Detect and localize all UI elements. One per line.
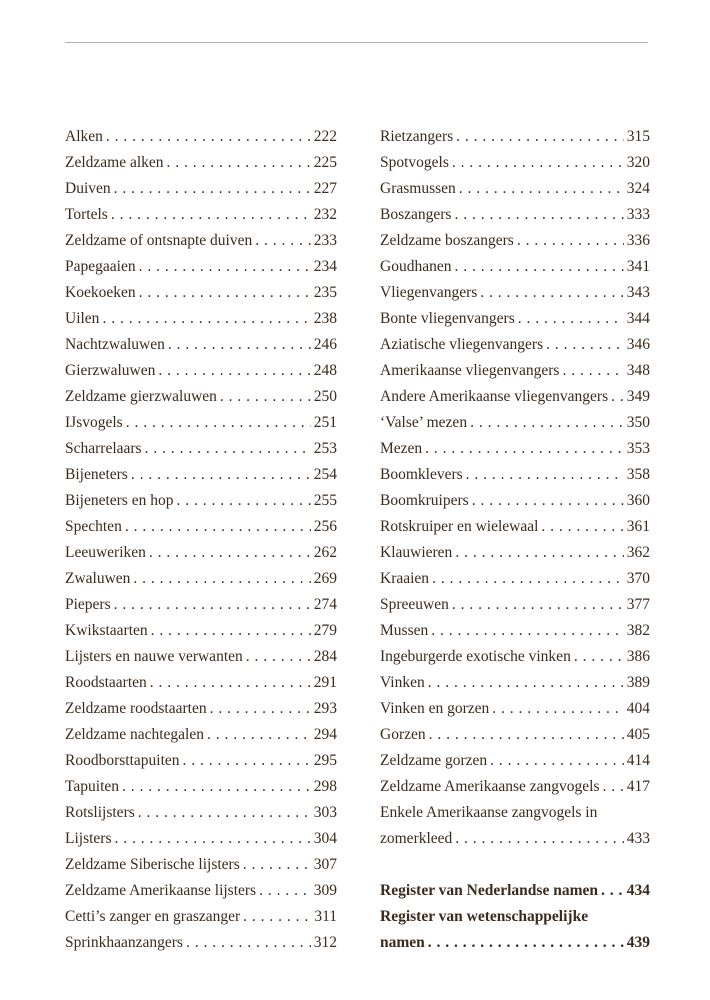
entry-page-number: 248 bbox=[313, 362, 337, 379]
entry-page-number: 254 bbox=[313, 466, 337, 483]
entry-page-number: 307 bbox=[313, 856, 337, 873]
dot-leader bbox=[425, 436, 624, 462]
entry-label: Mezen bbox=[380, 440, 423, 457]
entry-label: Ingeburgerde exotische vinken bbox=[380, 648, 571, 665]
entry-label: Klauwieren bbox=[380, 544, 453, 561]
entry-page-number: 358 bbox=[626, 466, 650, 483]
toc-entry bbox=[65, 202, 337, 228]
entry-label: Zeldzame Amerikaanse lijsters bbox=[65, 882, 257, 899]
entry-page-number: 225 bbox=[313, 154, 337, 171]
toc-entry bbox=[65, 384, 337, 410]
dot-leader bbox=[115, 826, 311, 852]
entry-label: Goudhanen bbox=[380, 258, 452, 275]
entry-label: Vinken bbox=[380, 674, 425, 691]
entry-page-number: 295 bbox=[313, 752, 337, 769]
dot-leader bbox=[106, 124, 311, 150]
toc-entry bbox=[380, 618, 650, 644]
dot-leader bbox=[114, 176, 311, 202]
entry-page-number: 222 bbox=[313, 128, 337, 145]
toc-entry bbox=[65, 930, 337, 956]
entry-label: Rietzangers bbox=[380, 128, 454, 145]
toc-entry bbox=[380, 332, 650, 358]
entry-label: Register van Nederlandse namen bbox=[380, 882, 598, 899]
toc-entry bbox=[380, 566, 650, 592]
toc-column-right bbox=[380, 124, 650, 956]
entry-label: Boszangers bbox=[380, 206, 452, 223]
toc-entry bbox=[65, 436, 337, 462]
entry-page-number: 251 bbox=[313, 414, 337, 431]
entry-label: Zeldzame roodstaarten bbox=[65, 700, 207, 717]
entry-page-number: 279 bbox=[313, 622, 337, 639]
register-section bbox=[380, 878, 650, 956]
entry-page-number: 336 bbox=[626, 232, 650, 249]
toc-entry bbox=[380, 800, 650, 852]
entry-label: Spechten bbox=[65, 518, 122, 535]
toc-entry bbox=[65, 228, 337, 254]
entry-label: Zeldzame gierzwaluwen bbox=[65, 388, 217, 405]
toc-columns bbox=[65, 124, 650, 956]
entry-page-number: 293 bbox=[313, 700, 337, 717]
entry-page-number: 320 bbox=[626, 154, 650, 171]
dot-leader bbox=[246, 644, 311, 670]
toc-entry bbox=[380, 384, 650, 410]
entry-label: Tapuiten bbox=[65, 778, 120, 795]
toc-entry bbox=[65, 826, 337, 852]
dot-leader bbox=[158, 358, 310, 384]
entry-label: IJsvogels bbox=[65, 414, 123, 431]
entry-label: Tortels bbox=[65, 206, 108, 223]
entry-label: Boomklevers bbox=[380, 466, 463, 483]
toc-entry bbox=[380, 878, 650, 904]
dot-leader bbox=[255, 228, 311, 254]
entry-page-number: 253 bbox=[313, 440, 337, 457]
toc-entry bbox=[65, 462, 337, 488]
dot-leader bbox=[151, 618, 311, 644]
entry-label: Rotslijsters bbox=[65, 804, 135, 821]
toc-entry bbox=[380, 254, 650, 280]
dot-leader bbox=[122, 774, 311, 800]
dot-leader bbox=[145, 436, 311, 462]
entry-label: Alken bbox=[65, 128, 103, 145]
dot-leader bbox=[176, 488, 310, 514]
entry-page-number: 360 bbox=[626, 492, 650, 509]
dot-leader bbox=[454, 202, 623, 228]
entry-label: Papegaaien bbox=[65, 258, 136, 275]
toc-entry bbox=[65, 176, 337, 202]
dot-leader bbox=[456, 124, 624, 150]
entry-label: Uilen bbox=[65, 310, 100, 327]
entry-page-number: 233 bbox=[313, 232, 337, 249]
toc-entry bbox=[65, 254, 337, 280]
dot-leader bbox=[546, 332, 624, 358]
entry-label: Piepers bbox=[65, 596, 111, 613]
dot-leader bbox=[452, 592, 624, 618]
toc-entry bbox=[380, 904, 650, 956]
dot-leader bbox=[490, 748, 624, 774]
toc-entry bbox=[380, 774, 650, 800]
entry-label: zomerkleed bbox=[380, 830, 453, 847]
entry-page-number: 414 bbox=[626, 752, 650, 769]
toc-entry bbox=[380, 670, 650, 696]
toc-entry bbox=[65, 852, 337, 878]
entry-label: Spotvogels bbox=[380, 154, 449, 171]
toc-entry bbox=[380, 748, 650, 774]
entry-label: Rotskruiper en wielewaal bbox=[380, 518, 539, 535]
entry-label-line1: Enkele Amerikaanse zangvogels in bbox=[380, 804, 598, 821]
toc-entry bbox=[65, 124, 337, 150]
entry-page-number: 234 bbox=[313, 258, 337, 275]
entry-page-number: 386 bbox=[626, 648, 650, 665]
entry-page-number: 343 bbox=[626, 284, 650, 301]
entry-page-number: 315 bbox=[626, 128, 650, 145]
dot-leader bbox=[454, 254, 623, 280]
entry-page-number: 389 bbox=[626, 674, 650, 691]
entry-label: Zeldzame alken bbox=[65, 154, 164, 171]
entry-page-number: 274 bbox=[313, 596, 337, 613]
toc-entry bbox=[380, 306, 650, 332]
dot-leader bbox=[452, 150, 624, 176]
entry-label: Grasmussen bbox=[380, 180, 456, 197]
entry-label: Mussen bbox=[380, 622, 429, 639]
entry-page-number: 303 bbox=[313, 804, 337, 821]
dot-leader bbox=[149, 540, 311, 566]
entry-label: Zeldzame boszangers bbox=[380, 232, 514, 249]
entry-label: Koekoeken bbox=[65, 284, 136, 301]
dot-leader bbox=[207, 722, 311, 748]
entry-label: Lijsters bbox=[65, 830, 112, 847]
entry-page-number: 311 bbox=[314, 908, 337, 925]
entry-page-number: 269 bbox=[313, 570, 337, 587]
entry-page-number: 433 bbox=[626, 830, 650, 847]
entry-label: Sprinkhaanzangers bbox=[65, 934, 183, 951]
toc-entry bbox=[380, 436, 650, 462]
entry-label: Kraaien bbox=[380, 570, 430, 587]
dot-leader bbox=[429, 722, 624, 748]
entry-page-number: 232 bbox=[313, 206, 337, 223]
toc-entry bbox=[65, 800, 337, 826]
entry-page-number: 255 bbox=[313, 492, 337, 509]
toc-entry bbox=[65, 722, 337, 748]
entry-label: Zeldzame gorzen bbox=[380, 752, 488, 769]
toc-entry bbox=[380, 696, 650, 722]
entry-page-number: 309 bbox=[313, 882, 337, 899]
toc-entry bbox=[65, 670, 337, 696]
entry-label: Cetti’s zanger en graszanger bbox=[65, 908, 241, 925]
entry-page-number: 333 bbox=[626, 206, 650, 223]
entry-page-number: 250 bbox=[313, 388, 337, 405]
dot-leader bbox=[131, 462, 311, 488]
entry-page-number: 246 bbox=[313, 336, 337, 353]
dot-leader bbox=[459, 176, 624, 202]
dot-leader bbox=[470, 410, 624, 436]
dot-leader bbox=[603, 774, 624, 800]
entry-page-number: 238 bbox=[313, 310, 337, 327]
toc-entry bbox=[65, 566, 337, 592]
dot-leader bbox=[111, 202, 311, 228]
toc-entry bbox=[65, 748, 337, 774]
toc-entry bbox=[380, 540, 650, 566]
entry-page-number: 349 bbox=[626, 388, 650, 405]
entry-page-number: 350 bbox=[626, 414, 650, 431]
entry-label: Roodborsttapuiten bbox=[65, 752, 180, 769]
toc-entry bbox=[65, 358, 337, 384]
entry-label: Vinken en gorzen bbox=[380, 700, 490, 717]
toc-entry bbox=[65, 644, 337, 670]
toc-entry bbox=[380, 514, 650, 540]
entry-label: Scharrelaars bbox=[65, 440, 142, 457]
toc-entry bbox=[380, 592, 650, 618]
entry-page-number: 417 bbox=[626, 778, 650, 795]
entry-label: Bonte vliegenvangers bbox=[380, 310, 515, 327]
toc-entry bbox=[380, 488, 650, 514]
dot-leader bbox=[133, 566, 310, 592]
toc-entry bbox=[380, 722, 650, 748]
toc-entry bbox=[380, 150, 650, 176]
dot-leader bbox=[168, 332, 311, 358]
dot-leader bbox=[541, 514, 623, 540]
dot-leader bbox=[138, 800, 311, 826]
dot-leader bbox=[432, 566, 624, 592]
entry-label: Nachtzwaluwen bbox=[65, 336, 165, 353]
dot-leader bbox=[150, 670, 311, 696]
dot-leader bbox=[243, 852, 311, 878]
entry-label: Duiven bbox=[65, 180, 111, 197]
entry-page-number: 404 bbox=[626, 700, 650, 717]
entry-page-number: 353 bbox=[626, 440, 650, 457]
entry-label: Andere Amerikaanse vliegenvangers bbox=[380, 388, 609, 405]
toc-entry bbox=[380, 176, 650, 202]
dot-leader bbox=[220, 384, 311, 410]
entry-label: Boomkruipers bbox=[380, 492, 469, 509]
toc-entry bbox=[65, 618, 337, 644]
dot-leader bbox=[126, 410, 311, 436]
entry-page-number: 439 bbox=[626, 934, 650, 951]
dot-leader bbox=[139, 254, 311, 280]
dot-leader bbox=[125, 514, 311, 540]
entry-page-number: 291 bbox=[313, 674, 337, 691]
toc-entry bbox=[65, 488, 337, 514]
dot-leader bbox=[114, 592, 311, 618]
toc-entry bbox=[380, 202, 650, 228]
entry-page-number: 256 bbox=[313, 518, 337, 535]
dot-leader bbox=[466, 462, 624, 488]
dot-leader bbox=[259, 878, 311, 904]
entry-label: Zeldzame Siberische lijsters bbox=[65, 856, 240, 873]
toc-entry bbox=[380, 462, 650, 488]
dot-leader bbox=[518, 306, 624, 332]
entry-page-number: 361 bbox=[626, 518, 650, 535]
entry-label: namen bbox=[380, 934, 425, 951]
entry-label: Leeuweriken bbox=[65, 544, 146, 561]
entry-page-number: 405 bbox=[626, 726, 650, 743]
dot-leader bbox=[492, 696, 624, 722]
entry-page-number: 324 bbox=[626, 180, 650, 197]
entry-label: Lijsters en nauwe verwanten bbox=[65, 648, 243, 665]
entry-label: Zeldzame nachtegalen bbox=[65, 726, 204, 743]
dot-leader bbox=[455, 826, 623, 852]
toc-entry bbox=[380, 124, 650, 150]
dot-leader bbox=[428, 930, 624, 956]
toc-entry bbox=[380, 644, 650, 670]
entry-page-number: 434 bbox=[626, 882, 650, 899]
entry-page-number: 227 bbox=[313, 180, 337, 197]
dot-leader bbox=[455, 540, 623, 566]
entry-label: Bijeneters bbox=[65, 466, 128, 483]
toc-entry bbox=[65, 280, 337, 306]
toc-entry bbox=[380, 228, 650, 254]
dot-leader bbox=[183, 748, 311, 774]
entry-page-number: 362 bbox=[626, 544, 650, 561]
dot-leader bbox=[562, 358, 623, 384]
toc-entry bbox=[65, 150, 337, 176]
entry-label: Zeldzame of ontsnapte duiven bbox=[65, 232, 253, 249]
toc-entry bbox=[65, 696, 337, 722]
toc-entry bbox=[65, 410, 337, 436]
entry-page-number: 284 bbox=[313, 648, 337, 665]
entry-page-number: 344 bbox=[626, 310, 650, 327]
toc-entry bbox=[65, 332, 337, 358]
entry-label: Kwikstaarten bbox=[65, 622, 148, 639]
toc-entry bbox=[380, 358, 650, 384]
dot-leader bbox=[167, 150, 311, 176]
entry-label: Gierzwaluwen bbox=[65, 362, 156, 379]
entry-label: ‘Valse’ mezen bbox=[380, 414, 468, 431]
entry-label: Zwaluwen bbox=[65, 570, 131, 587]
toc-entry bbox=[380, 410, 650, 436]
entry-label-line1: Register van wetenschappelijke bbox=[380, 908, 589, 925]
entry-label: Amerikaanse vliegenvangers bbox=[380, 362, 560, 379]
entry-page-number: 346 bbox=[626, 336, 650, 353]
toc-entry bbox=[65, 904, 337, 930]
toc-entry bbox=[65, 306, 337, 332]
entry-page-number: 377 bbox=[626, 596, 650, 613]
entry-page-number: 312 bbox=[313, 934, 337, 951]
dot-leader bbox=[472, 488, 624, 514]
toc-entry bbox=[65, 592, 337, 618]
dot-leader bbox=[574, 644, 624, 670]
entry-label: Aziatische vliegenvangers bbox=[380, 336, 544, 353]
dot-leader bbox=[139, 280, 311, 306]
entry-label: Vliegenvangers bbox=[380, 284, 478, 301]
entry-page-number: 341 bbox=[626, 258, 650, 275]
entry-page-number: 298 bbox=[313, 778, 337, 795]
dot-leader bbox=[480, 280, 623, 306]
entry-label: Roodstaarten bbox=[65, 674, 147, 691]
dot-leader bbox=[428, 670, 624, 696]
entry-page-number: 370 bbox=[626, 570, 650, 587]
toc-entry bbox=[65, 774, 337, 800]
dot-leader bbox=[517, 228, 624, 254]
entry-label: Bijeneters en hop bbox=[65, 492, 174, 509]
dot-leader bbox=[243, 904, 311, 930]
dot-leader bbox=[186, 930, 311, 956]
toc-entry bbox=[380, 280, 650, 306]
entry-label: Gorzen bbox=[380, 726, 426, 743]
entry-page-number: 235 bbox=[313, 284, 337, 301]
entry-page-number: 304 bbox=[313, 830, 337, 847]
toc-entry bbox=[65, 878, 337, 904]
dot-leader bbox=[431, 618, 624, 644]
top-rule bbox=[65, 42, 648, 43]
toc-column-left bbox=[65, 124, 337, 956]
entry-page-number: 382 bbox=[626, 622, 650, 639]
entry-page-number: 294 bbox=[313, 726, 337, 743]
toc-entry bbox=[65, 540, 337, 566]
entry-page-number: 262 bbox=[313, 544, 337, 561]
dot-leader bbox=[102, 306, 310, 332]
dot-leader bbox=[611, 384, 624, 410]
toc-entry bbox=[65, 514, 337, 540]
entry-page-number: 348 bbox=[626, 362, 650, 379]
entry-label: Spreeuwen bbox=[380, 596, 449, 613]
entry-label: Zeldzame Amerikaanse zangvogels bbox=[380, 778, 600, 795]
dot-leader bbox=[210, 696, 311, 722]
dot-leader bbox=[601, 878, 624, 904]
